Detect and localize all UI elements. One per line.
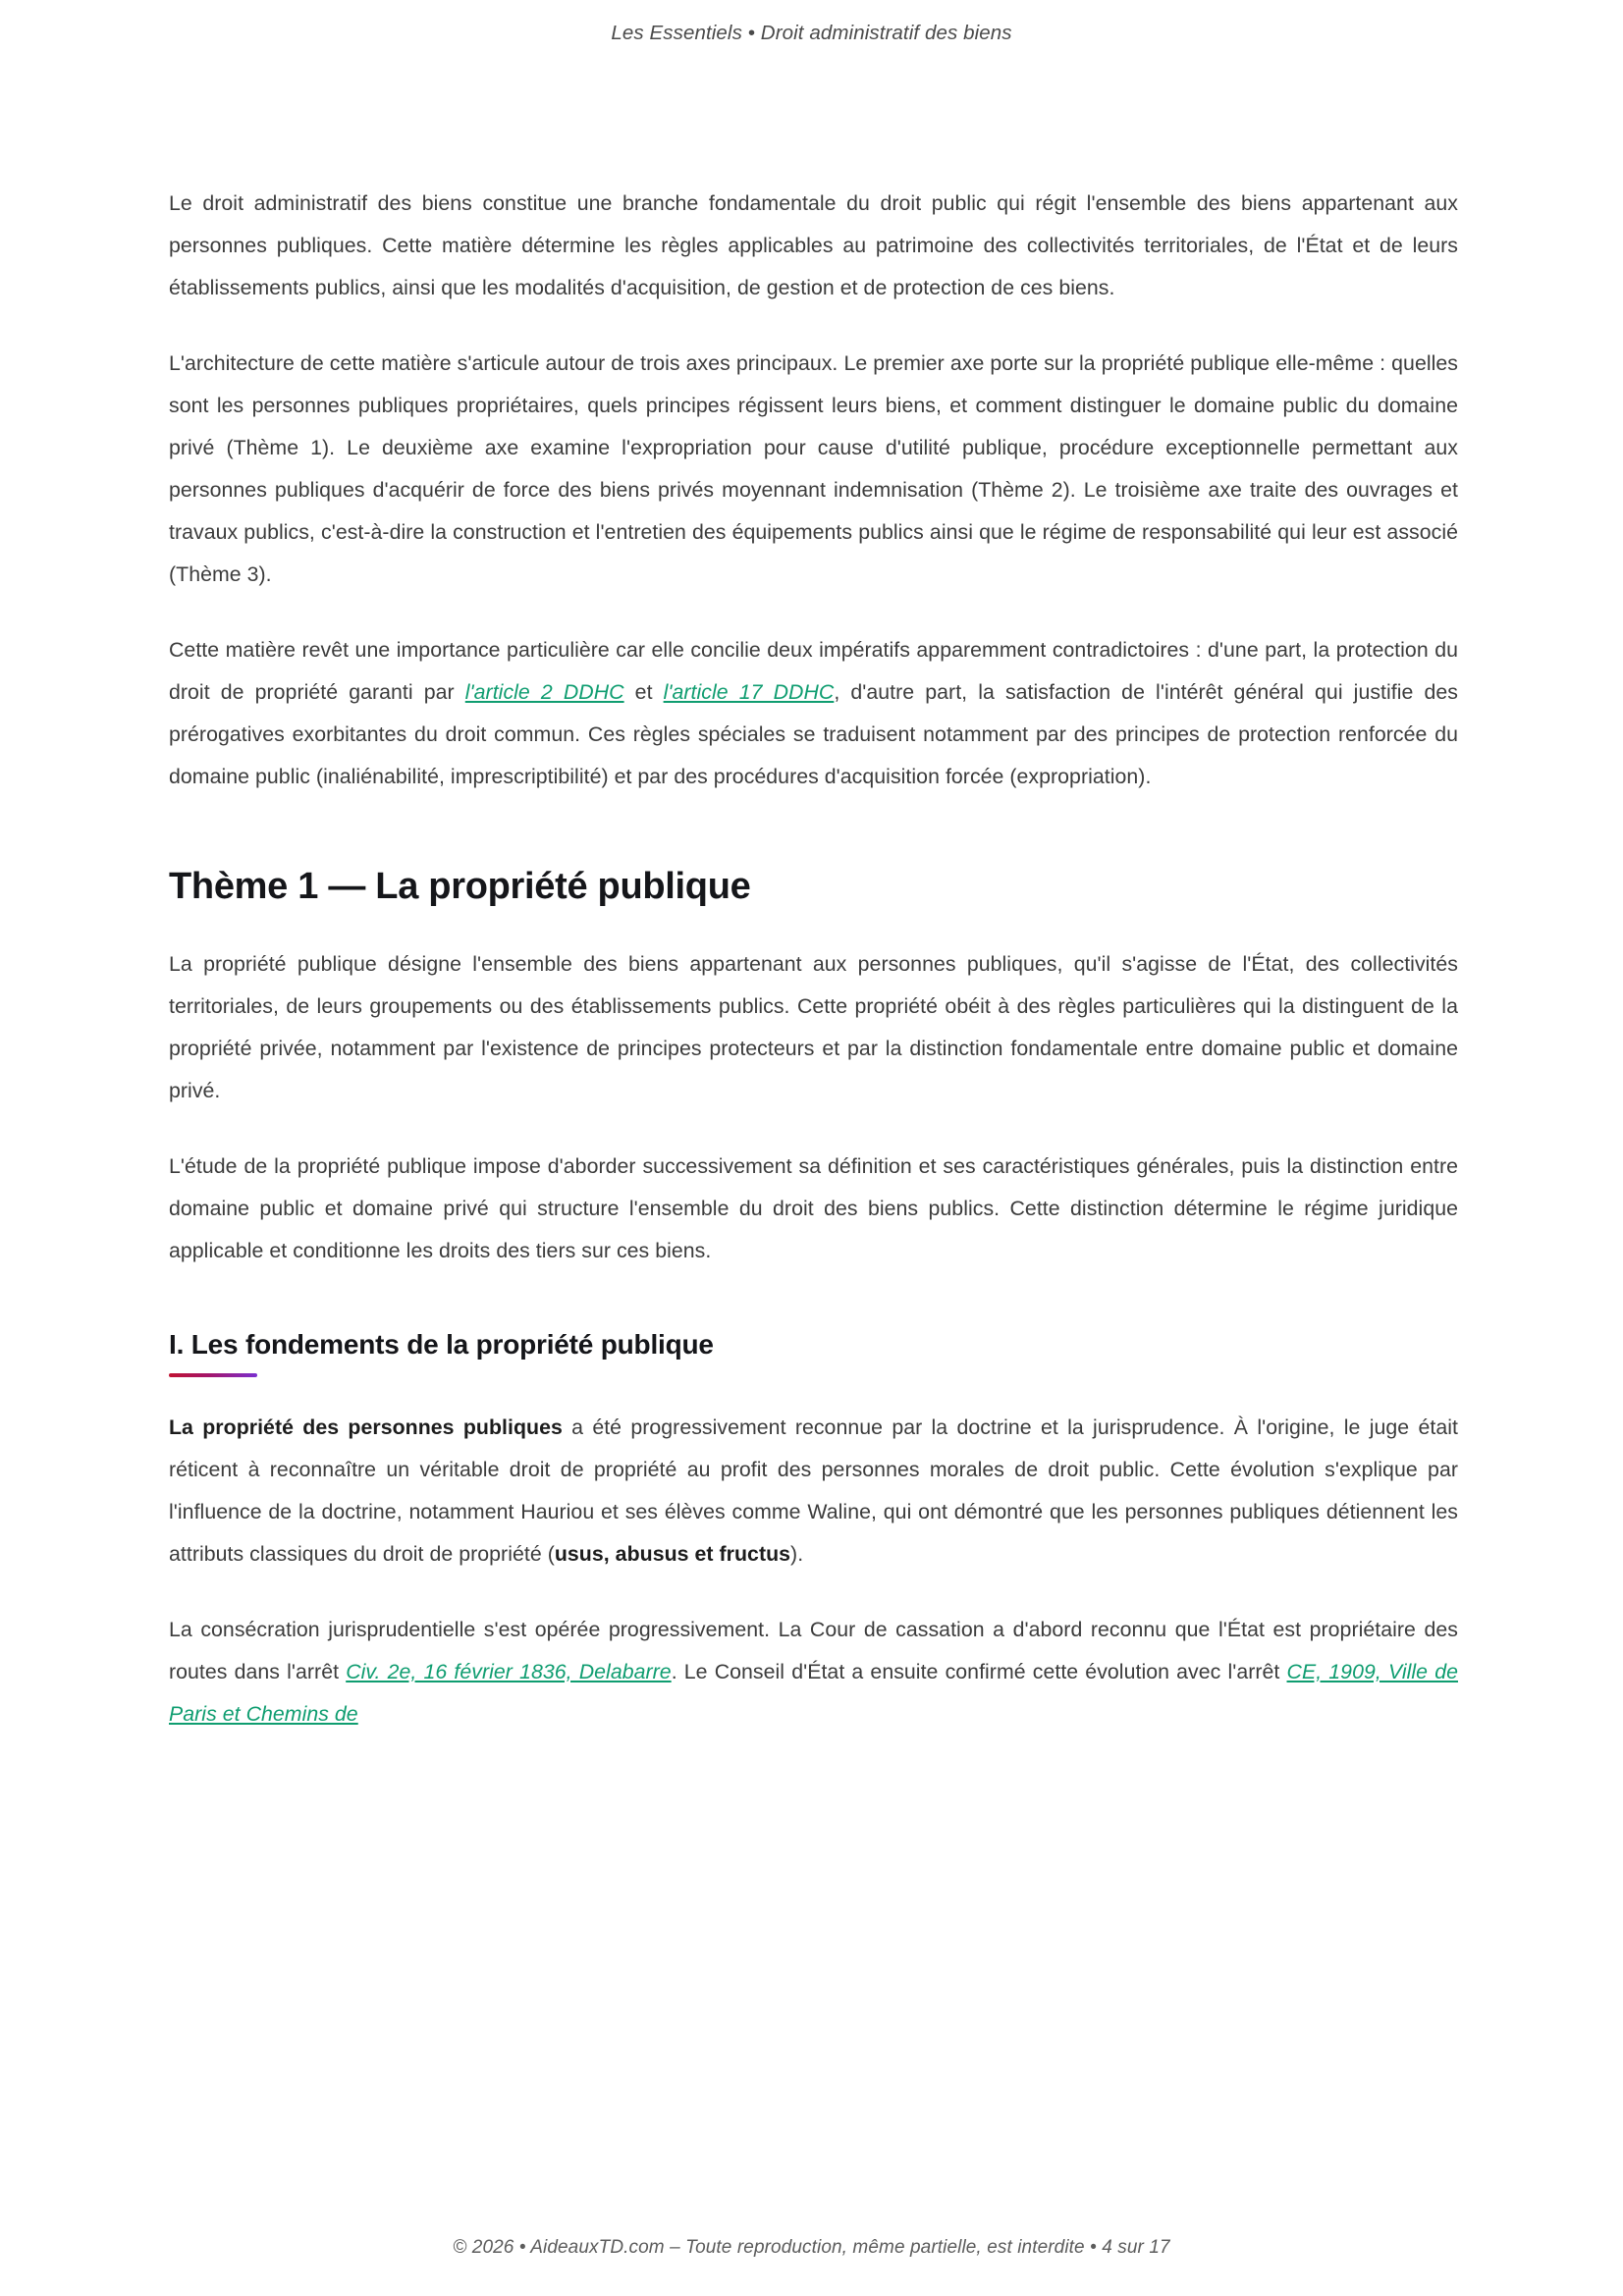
document-content bbox=[169, 183, 1458, 1735]
paragraph-text-part: La consécration jurisprudentielle s'est opérée progressivement. La Cour de cassation a d'abord reconnu que l'État est propriétaire des routes dans l'arrêt bbox=[169, 1617, 1458, 1683]
paragraph-text: L'étude de la propriété publique impose d'aborder successivement sa définition et ses caractéristiques générales, puis la distinction entre domaine public et domaine privé qui structure l'ensemble du droit des biens publics. Cette distinction détermine le régime juridique applicable et conditionne les droits des tiers sur ces biens. bbox=[169, 1153, 1458, 1262]
paragraph-text: L'architecture de cette matière s'articule autour de trois axes principaux. Le premier axe porte sur la propriété publique elle-même : quelles sont les personnes publiques propriétaires, quels principes régissent leurs biens, et comment distinguer le domaine public du domaine privé (Thème 1). Le deuxième axe examine l'expropriation pour cause d'utilité publique, procédure exceptionnelle permettant aux personnes publiques d'acquérir de force des biens privés moyennant indemnisation (Thème 2). Le troisième axe traite des ouvrages et travaux publics, c'est-à-dire la construction et l'entretien des équipements publics ainsi que le régime de responsabilité qui leur est associé (Thème 3). bbox=[169, 351, 1458, 586]
link-article-17-ddhc[interactable]: l'article 17 DDHC bbox=[663, 680, 835, 704]
emphasis-usus-abusus-fructus: usus, abusus et fructus bbox=[554, 1541, 791, 1566]
paragraph-text-part: . Le Conseil d'État a ensuite confirmé cette évolution avec l'arrêt bbox=[671, 1659, 1287, 1683]
paragraph-text-part: a été progressivement reconnue par la doctrine et la jurisprudence. À l'origine, le juge était réticent à reconnaître un véritable droit de propriété au profit des personnes morales de droit public. Cette évolution s'explique par l'influence de la doctrine, notamment Hauriou et ses élèves comme Waline, qui ont démontré que les personnes publiques détiennent les attributs classiques du droit de propriété ( bbox=[169, 1415, 1458, 1566]
lead-in-bold-text: La propriété des personnes publiques bbox=[169, 1415, 563, 1439]
section-paragraph-1 bbox=[169, 1407, 1458, 1575]
paragraph-text: La propriété publique désigne l'ensemble des biens appartenant aux personnes publiques, qu'il s'agisse de l'État, des collectivités territoriales, de leurs groupements ou des établissements publics. Cette propriété obéit à des règles particulières qui la distinguent de la propriété privée, notamment par l'existence de principes protecteurs et par la distinction fondamentale entre domaine public et domaine privé. bbox=[169, 951, 1458, 1102]
paragraph-text: Le droit administratif des biens constitue une branche fondamentale du droit public qui régit l'ensemble des biens appartenant aux personnes publiques. Cette matière détermine les règles applicables au patrimoine des collectivités territoriales, de l'État et de leurs établissements publics, ainsi que les modalités d'acquisition, de gestion et de protection de ces biens. bbox=[169, 191, 1458, 299]
paragraph-text-part: Cette matière revêt une importance particulière car elle concilie deux impératifs apparemment contradictoires : d'une part, la protection du droit de propriété garanti par bbox=[169, 638, 1458, 704]
link-case-ville-de-paris[interactable]: CE, 1909, Ville de Paris et Chemins de bbox=[169, 1659, 1458, 1726]
section-accent-rule bbox=[169, 1373, 257, 1377]
page-footer: © 2026 • AideauxTD.com – Toute reproduction, même partielle, est interdite • 4 sur 17 bbox=[453, 2237, 1170, 2258]
theme-heading: Thème 1 — La propriété publique bbox=[169, 866, 751, 907]
section-paragraph-2 bbox=[169, 1609, 1458, 1735]
running-header: Les Essentiels • Droit administratif des biens bbox=[611, 22, 1012, 44]
link-article-2-ddhc[interactable]: l'article 2 DDHC bbox=[464, 680, 624, 704]
paragraph-text-part: , d'autre part, la satisfaction de l'intérêt général qui justifie des prérogatives exorbitantes du droit commun. Ces règles spéciales se traduisent notamment par des principes de protection renforcée du domaine public (inaliénabilité, imprescriptibilité) et par des procédures d'acquisition forcée (expropriation). bbox=[169, 680, 1459, 788]
intro-paragraph-1 bbox=[169, 183, 1458, 309]
intro-paragraph-3 bbox=[169, 629, 1458, 798]
section-heading: I. Les fondements de la propriété publique bbox=[169, 1328, 714, 1360]
paragraph-text-part: et bbox=[623, 680, 664, 704]
theme-paragraph-1 bbox=[169, 943, 1458, 1112]
theme-paragraph-2 bbox=[169, 1146, 1458, 1272]
intro-paragraph-2 bbox=[169, 343, 1458, 596]
paragraph-text-part: ). bbox=[790, 1541, 804, 1566]
link-case-delabarre[interactable]: Civ. 2e, 16 février 1836, Delabarre bbox=[346, 1659, 672, 1683]
